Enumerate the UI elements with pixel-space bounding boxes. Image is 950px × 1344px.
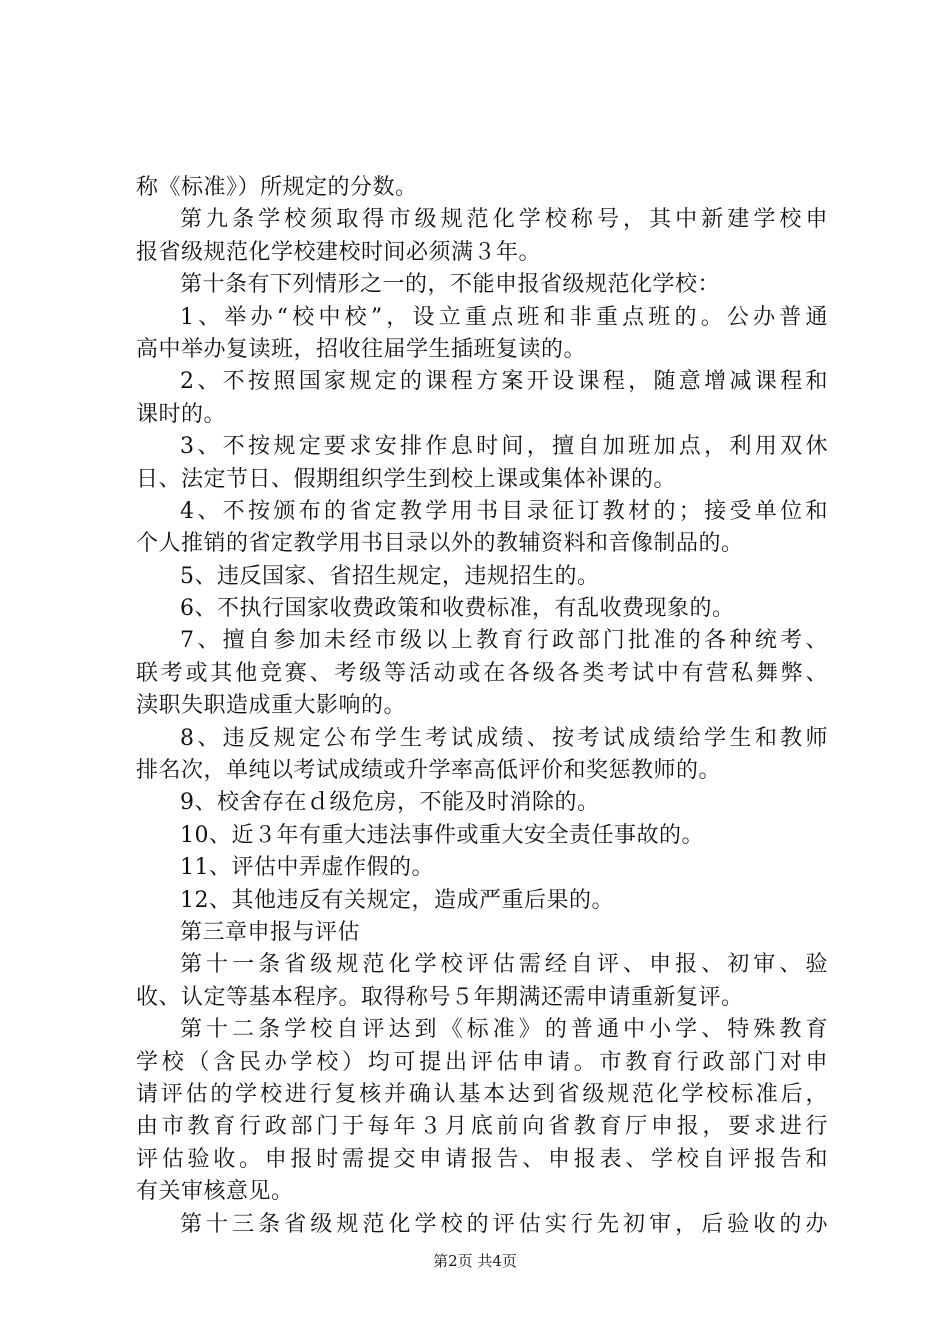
- text-line: 8、违反规定公布学生考试成绩、按考试成绩给学生和教师: [180, 725, 828, 751]
- text-line: 排名次，单纯以考试成绩或升学率高低评价和奖惩教师的。: [136, 758, 722, 784]
- text-line: 4、不按颁布的省定教学用书目录征订教材的；接受单位和: [180, 498, 828, 524]
- text-line: 11、评估中弄虚作假的。: [180, 855, 434, 881]
- document-body: [136, 172, 828, 1241]
- text-line: 第十三条省级规范化学校的评估实行先初审，后验收的办: [180, 1211, 828, 1237]
- text-line: 第三章申报与评估: [180, 919, 361, 945]
- text-line: 称《标准》）所规定的分数。: [136, 175, 418, 200]
- text-line: 第十条有下列情形之一的，不能申报省级规范化学校：: [180, 272, 721, 298]
- text-line: 请评估的学校进行复核并确认基本达到省级规范化学校标准后，: [136, 1081, 828, 1107]
- text-line: 课时的。: [136, 401, 227, 427]
- text-line: 学校（含民办学校）均可提出评估申请。市教育行政部门对申: [136, 1049, 828, 1075]
- text-line: 6、不执行国家收费政策和收费标准，有乱收费现象的。: [180, 596, 735, 622]
- text-line: 收、认定等基本程序。取得称号５年期满还需申请重新复评。: [136, 984, 744, 1010]
- text-line: 有关审核意见。: [136, 1179, 294, 1205]
- text-line: 联考或其他竞赛、考级等活动或在各级各类考试中有营私舞弊、: [136, 660, 828, 686]
- text-line: 个人推销的省定教学用书目录以外的教辅资料和音像制品的。: [136, 531, 744, 557]
- text-line: 7、擅自参加未经市级以上教育行政部门批准的各种统考、: [180, 628, 828, 654]
- text-line: 第九条学校须取得市级规范化学校称号，其中新建学校申: [180, 207, 828, 233]
- text-line: 5、违反国家、省招生规定，违规招生的。: [180, 563, 600, 589]
- text-line: 高中举办复读班，招收往届学生插班复读的。: [136, 336, 587, 362]
- text-line: 第十一条省级规范化学校评估需经自评、申报、初审、验: [180, 952, 828, 978]
- text-line: 第十二条学校自评达到《标准》的普通中小学、特殊教育: [180, 1017, 828, 1043]
- text-line: 10、近３年有重大违法事件或重大安全责任事故的。: [180, 822, 704, 848]
- text-line: 1、举办“校中校”，设立重点班和非重点班的。公办普通: [180, 304, 828, 330]
- text-line: 日、法定节日、假期组织学生到校上课或集体补课的。: [136, 466, 677, 492]
- text-line: 9、校舍存在ｄ级危房，不能及时消除的。: [180, 790, 600, 816]
- text-line: 2、不按照国家规定的课程方案开设课程，随意增减课程和: [180, 369, 828, 395]
- text-line: 评估验收。申报时需提交申请报告、申报表、学校自评报告和: [136, 1146, 828, 1172]
- text-line: 由市教育行政部门于每年３月底前向省教育厅申报，要求进行: [136, 1114, 828, 1140]
- text-line: 渎职失职造成重大影响的。: [136, 693, 407, 719]
- text-line: 报省级规范化学校建校时间必须满３年。: [136, 239, 542, 265]
- text-line: 3、不按规定要求安排作息时间，擅自加班加点，利用双休: [180, 434, 828, 460]
- page-footer: 第2页 共4页: [433, 1252, 517, 1270]
- text-line: 12、其他违反有关规定，造成严重后果的。: [180, 887, 614, 913]
